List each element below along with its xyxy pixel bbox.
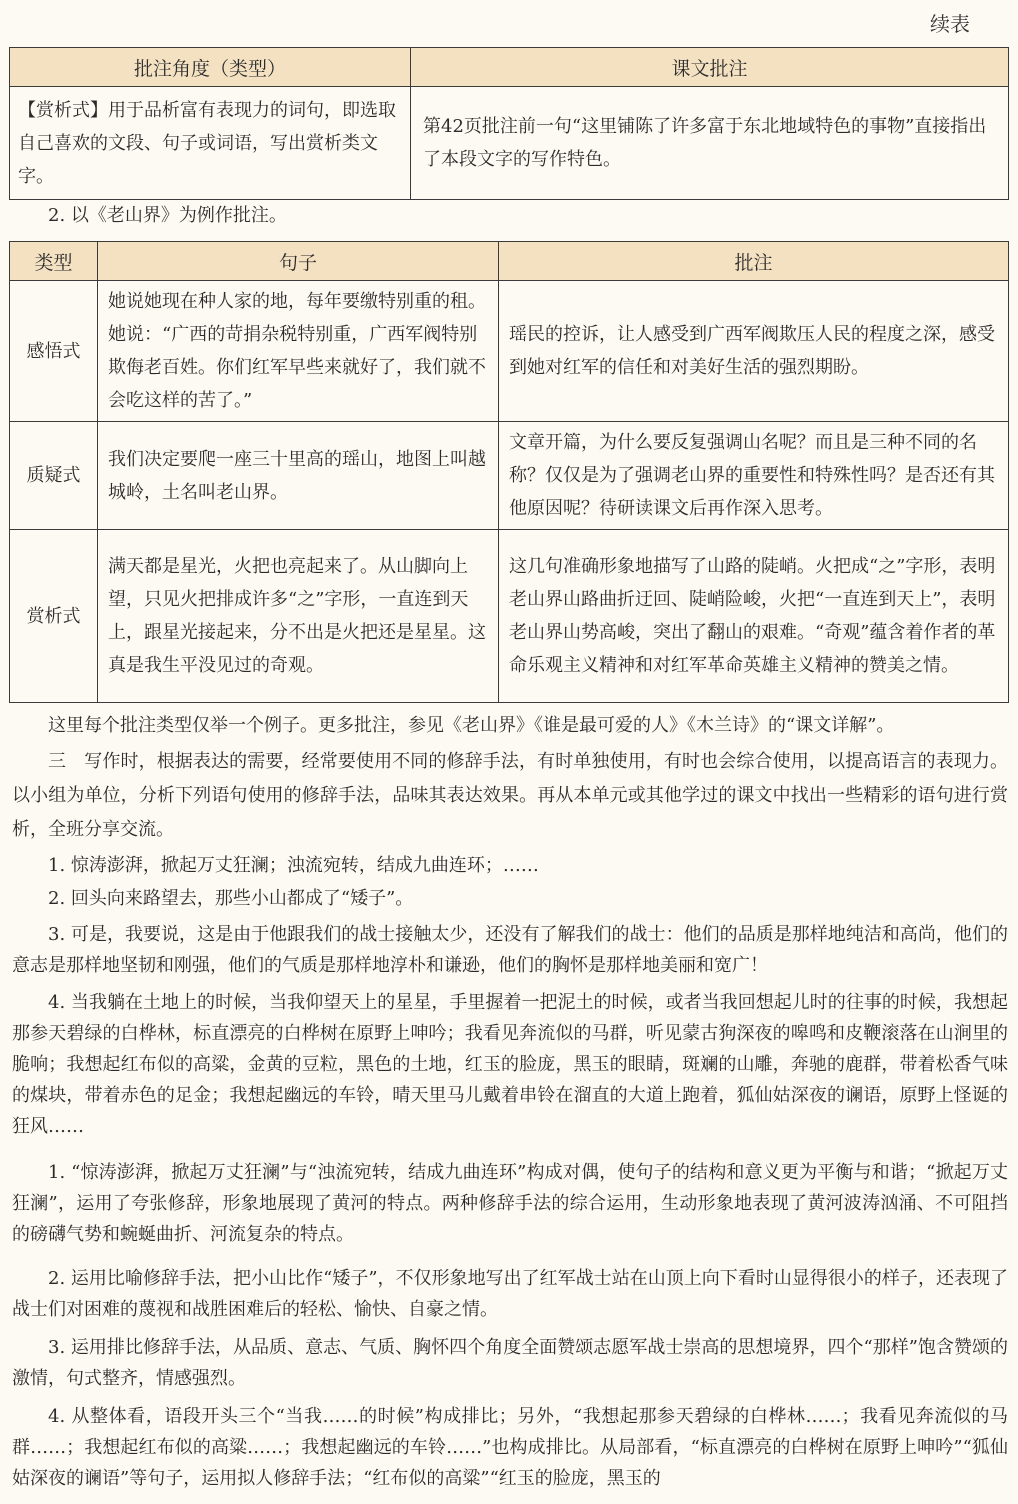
annotation-cell: 第42页批注前一句“这里铺陈了许多富于东北地域特色的事物”直接指出了本段文字的写作特色。 — [411, 87, 1009, 200]
answer-1: 1. “惊涛澎湃，掀起万丈狂澜”与“浊流宛转，结成九曲连环”构成对偶，使句子的结构和意义更为平衡与和谐；“掀起万丈狂澜”，运用了夸张修辞，形象地展现了黄河的特点。两种修辞手法的综合运用，生动形象地表现了黄河波涛汹涌、不可阻挡的磅礴气势和蜿蜒曲折、河流复杂的特点。 — [12, 1162, 1008, 1245]
header-annotation-angle: 批注角度（类型） — [10, 48, 411, 87]
answer-3: 3. 运用排比修辞手法，从品质、意志、气质、胸怀四个角度全面赞颂志愿军战士崇高的思想境界，四个“那样”饱含赞颂的激情，句式整齐，情感强烈。 — [12, 1337, 1008, 1389]
example-1: 1. 惊涛澎湃，掀起万丈狂澜；浊流宛转，结成九曲连环；…… — [48, 855, 539, 876]
example-3: 3. 可是，我要说，这是由于他跟我们的战士接触太少，还没有了解我们的战士：他们的品质是那样地纯洁和高尚，他们的意志是那样地坚韧和刚强，他们的气质是那样地淳朴和谦逊，他们的胸怀是那样地美丽和宽广！ — [12, 924, 1008, 976]
table-row — [10, 87, 1009, 200]
header-text-annotation: 课文批注 — [411, 48, 1009, 87]
table-row — [10, 530, 1009, 703]
continued-label: 续表 — [930, 12, 970, 36]
type-cell: 赏析式 — [10, 530, 98, 703]
table-row — [10, 422, 1009, 530]
header-type: 类型 — [10, 242, 98, 281]
table-header-row — [10, 242, 1009, 281]
answer-4: 4. 从整体看，语段开头三个“当我……的时候”构成排比；另外，“我想起那参天碧绿的白桦林……；我看见奔流似的马群……；我想起红布似的高粱……；我想起幽远的车铃……”也构成排比。从局部看，“标直漂亮的白桦树在原野上呻吟”“狐仙姑深夜的谰语”等句子，运用拟人修辞手法；“红布似的高粱”“红玉的脸庞，黑玉的 — [12, 1406, 1008, 1489]
type-cell: 质疑式 — [10, 422, 98, 530]
note-cell: 文章开篇，为什么要反复强调山名呢？而且是三种不同的名称？仅仅是为了强调老山界的重要性和特殊性吗？是否还有其他原因呢？待研读课文后再作深入思考。 — [499, 422, 1009, 530]
answer-2: 2. 运用比喻修辞手法，把小山比作“矮子”，不仅形象地写出了红军战士站在山顶上向下看时山显得很小的样子，还表现了战士们对困难的蔑视和战胜困难后的轻松、愉快、自豪之情。 — [12, 1268, 1008, 1320]
table-row — [10, 281, 1009, 422]
note-cell: 这几句准确形象地描写了山路的陡峭。火把成“之”字形，表明老山界山路曲折迂回、陡峭险峻，火把“一直连到天上”，表明老山界山势高峻，突出了翻山的艰难。“奇观”蕴含着作者的革命乐观主义精神和对红军革命英雄主义精神的赞美之情。 — [499, 530, 1009, 703]
example-4: 4. 当我躺在土地上的时候，当我仰望天上的星星，手里握着一把泥土的时候，或者当我回想起儿时的往事的时候，我想起那参天碧绿的白桦林，标直漂亮的白桦树在原野上呻吟；我看见奔流似的马群，听见蒙古狗深夜的嗥鸣和皮鞭滚落在山涧里的脆响；我想起红布似的高粱，金黄的豆粒，黑色的土地，红玉的脸庞，黑玉的眼睛，斑斓的山雕，奔驰的鹿群，带着松香气味的煤块，带着赤色的足金；我想起幽远的车铃，晴天里马儿戴着串铃在溜直的大道上跑着，狐仙姑深夜的谰语，原野上怪诞的狂风…… — [12, 992, 1008, 1137]
task-three: 三 写作时，根据表达的需要，经常要使用不同的修辞手法，有时单独使用，有时也会综合使用，以提高语言的表现力。以小组为单位，分析下列语句使用的修辞手法，品味其表达效果。再从本单元或其他学过的课文中找出一些精彩的语句进行赏析，全班分享交流。 — [12, 751, 1008, 840]
type-description-cell: 【赏析式】用于品析富有表现力的词句，即选取自己喜欢的文段、句子或词语，写出赏析类文字。 — [10, 87, 411, 200]
sentence-cell: 我们决定要爬一座三十里高的瑶山，地图上叫越城岭，土名叫老山界。 — [98, 422, 499, 530]
header-note: 批注 — [499, 242, 1009, 281]
note-paragraph: 这里每个批注类型仅举一个例子。更多批注，参见《老山界》《谁是最可爱的人》《木兰诗》的“课文详解”。 — [48, 715, 895, 736]
type-cell: 感悟式 — [10, 281, 98, 422]
sentence-cell: 满天都是星光，火把也亮起来了。从山脚向上望，只见火把排成许多“之”字形，一直连到天上，跟星光接起来，分不出是火把还是星星。这真是我生平没见过的奇观。 — [98, 530, 499, 703]
header-sentence: 句子 — [98, 242, 499, 281]
example-2: 2. 回头向来路望去，那些小山都成了“矮子”。 — [48, 888, 414, 909]
sentence-cell: 她说她现在种人家的地，每年要缴特别重的租。她说：“广西的苛捐杂税特别重，广西军阀特别欺侮老百姓。你们红军早些来就好了，我们就不会吃这样的苦了。” — [98, 281, 499, 422]
annotation-angle-table — [9, 47, 1009, 200]
note-cell: 瑶民的控诉，让人感受到广西军阀欺压人民的程度之深，感受到她对红军的信任和对美好生活的强烈期盼。 — [499, 281, 1009, 422]
laoshanjie-annotation-table — [9, 241, 1009, 703]
table-header-row — [10, 48, 1009, 87]
intro-line: 2. 以《老山界》为例作批注。 — [48, 205, 287, 226]
